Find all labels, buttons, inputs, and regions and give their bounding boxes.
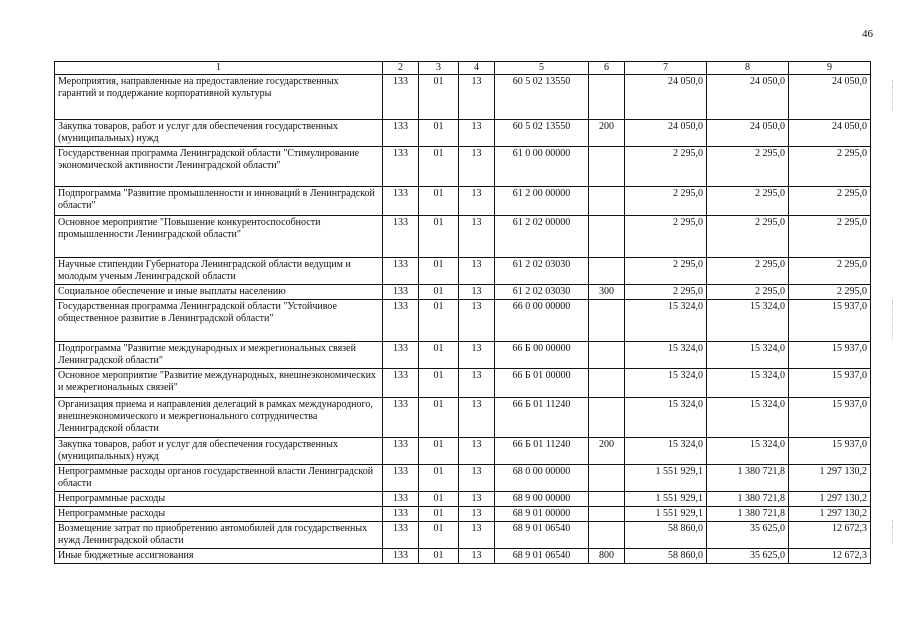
margin-mark — [892, 80, 894, 110]
cell-col-9: 24 050,0 — [789, 75, 871, 120]
cell-col-6 — [589, 369, 625, 398]
cell-col-7: 15 324,0 — [625, 300, 707, 342]
cell-col-2: 133 — [383, 75, 419, 120]
cell-col-9: 2 295,0 — [789, 258, 871, 285]
table-row — [55, 285, 871, 300]
table-row — [55, 300, 871, 342]
cell-col-4: 13 — [459, 187, 495, 216]
cell-col-2: 133 — [383, 342, 419, 369]
cell-col-4: 13 — [459, 492, 495, 507]
cell-col-5: 61 2 00 00000 — [495, 187, 589, 216]
column-header-5: 5 — [495, 62, 589, 75]
cell-col-8: 35 625,0 — [707, 549, 789, 564]
row-name-cell: Непрограммные расходы — [55, 507, 383, 522]
budget-table — [54, 61, 871, 564]
cell-col-5: 66 Б 01 11240 — [495, 398, 589, 438]
cell-col-7: 2 295,0 — [625, 187, 707, 216]
header-row — [55, 62, 871, 75]
cell-col-2: 133 — [383, 120, 419, 147]
cell-col-2: 133 — [383, 465, 419, 492]
cell-col-4: 13 — [459, 342, 495, 369]
cell-col-5: 60 5 02 13550 — [495, 120, 589, 147]
cell-col-3: 01 — [419, 187, 459, 216]
cell-col-5: 68 9 01 06540 — [495, 549, 589, 564]
cell-col-6 — [589, 492, 625, 507]
cell-col-8: 15 324,0 — [707, 342, 789, 369]
cell-col-7: 15 324,0 — [625, 369, 707, 398]
cell-col-4: 13 — [459, 216, 495, 258]
cell-col-5: 61 2 02 03030 — [495, 285, 589, 300]
cell-col-2: 133 — [383, 438, 419, 465]
table-row — [55, 369, 871, 398]
cell-col-7: 2 295,0 — [625, 258, 707, 285]
cell-col-3: 01 — [419, 120, 459, 147]
cell-col-2: 133 — [383, 522, 419, 549]
cell-col-4: 13 — [459, 120, 495, 147]
row-name-cell: Организация приема и направления делегаций в рамках международного, внешнеэкономического и межрегионального сотрудничества Ленинградской области — [55, 398, 383, 438]
row-name-cell: Государственная программа Ленинградской области "Устойчивое общественное развитие в Ленинградской области" — [55, 300, 383, 342]
cell-col-4: 13 — [459, 285, 495, 300]
column-header-4: 4 — [459, 62, 495, 75]
cell-col-3: 01 — [419, 369, 459, 398]
cell-col-6 — [589, 300, 625, 342]
row-name-cell: Подпрограмма "Развитие международных и межрегиональных связей Ленинградской области" — [55, 342, 383, 369]
cell-col-2: 133 — [383, 398, 419, 438]
column-header-7: 7 — [625, 62, 707, 75]
cell-col-9: 15 937,0 — [789, 438, 871, 465]
column-header-9: 9 — [789, 62, 871, 75]
table-row — [55, 507, 871, 522]
cell-col-9: 2 295,0 — [789, 285, 871, 300]
row-name-cell: Возмещение затрат по приобретению автомобилей для государственных нужд Ленинградской области — [55, 522, 383, 549]
cell-col-4: 13 — [459, 549, 495, 564]
cell-col-2: 133 — [383, 216, 419, 258]
cell-col-9: 2 295,0 — [789, 147, 871, 187]
cell-col-4: 13 — [459, 522, 495, 549]
cell-col-9: 12 672,3 — [789, 549, 871, 564]
cell-col-5: 66 Б 00 00000 — [495, 342, 589, 369]
cell-col-8: 15 324,0 — [707, 438, 789, 465]
cell-col-6 — [589, 75, 625, 120]
cell-col-7: 24 050,0 — [625, 120, 707, 147]
cell-col-6 — [589, 342, 625, 369]
cell-col-7: 1 551 929,1 — [625, 492, 707, 507]
table-row — [55, 398, 871, 438]
cell-col-2: 133 — [383, 300, 419, 342]
cell-col-8: 35 625,0 — [707, 522, 789, 549]
row-name-cell: Непрограммные расходы — [55, 492, 383, 507]
cell-col-8: 15 324,0 — [707, 369, 789, 398]
cell-col-5: 68 9 00 00000 — [495, 492, 589, 507]
cell-col-2: 133 — [383, 285, 419, 300]
table-row — [55, 342, 871, 369]
column-header-8: 8 — [707, 62, 789, 75]
table-row — [55, 549, 871, 564]
table-row — [55, 147, 871, 187]
cell-col-3: 01 — [419, 522, 459, 549]
cell-col-5: 60 5 02 13550 — [495, 75, 589, 120]
cell-col-6: 200 — [589, 438, 625, 465]
cell-col-3: 01 — [419, 147, 459, 187]
cell-col-3: 01 — [419, 216, 459, 258]
cell-col-6 — [589, 522, 625, 549]
cell-col-5: 66 Б 01 00000 — [495, 369, 589, 398]
cell-col-8: 1 380 721,8 — [707, 507, 789, 522]
table-row — [55, 120, 871, 147]
cell-col-3: 01 — [419, 507, 459, 522]
cell-col-2: 133 — [383, 187, 419, 216]
cell-col-5: 68 9 01 06540 — [495, 522, 589, 549]
cell-col-2: 133 — [383, 258, 419, 285]
cell-col-6 — [589, 187, 625, 216]
cell-col-4: 13 — [459, 75, 495, 120]
cell-col-6: 800 — [589, 549, 625, 564]
cell-col-4: 13 — [459, 369, 495, 398]
cell-col-8: 2 295,0 — [707, 258, 789, 285]
table-row — [55, 522, 871, 549]
row-name-cell: Непрограммные расходы органов государственной власти Ленинградской области — [55, 465, 383, 492]
table-row — [55, 258, 871, 285]
cell-col-3: 01 — [419, 75, 459, 120]
margin-mark — [892, 300, 894, 340]
cell-col-6 — [589, 398, 625, 438]
cell-col-3: 01 — [419, 285, 459, 300]
page-number: 46 — [862, 28, 873, 40]
row-name-cell: Подпрограмма "Развитие промышленности и инноваций в Ленинградской области" — [55, 187, 383, 216]
cell-col-7: 15 324,0 — [625, 342, 707, 369]
cell-col-5: 61 2 02 00000 — [495, 216, 589, 258]
cell-col-7: 2 295,0 — [625, 285, 707, 300]
table-row — [55, 75, 871, 120]
cell-col-7: 15 324,0 — [625, 438, 707, 465]
cell-col-9: 1 297 130,2 — [789, 492, 871, 507]
cell-col-5: 68 9 01 00000 — [495, 507, 589, 522]
cell-col-3: 01 — [419, 465, 459, 492]
cell-col-4: 13 — [459, 300, 495, 342]
cell-col-5: 66 Б 01 11240 — [495, 438, 589, 465]
row-name-cell: Закупка товаров, работ и услуг для обеспечения государственных (муниципальных) нужд — [55, 438, 383, 465]
column-header-6: 6 — [589, 62, 625, 75]
cell-col-3: 01 — [419, 438, 459, 465]
cell-col-7: 58 860,0 — [625, 549, 707, 564]
cell-col-6 — [589, 258, 625, 285]
cell-col-8: 2 295,0 — [707, 285, 789, 300]
table-row — [55, 492, 871, 507]
row-name-cell: Иные бюджетные ассигнования — [55, 549, 383, 564]
cell-col-8: 24 050,0 — [707, 120, 789, 147]
cell-col-5: 68 0 00 00000 — [495, 465, 589, 492]
cell-col-9: 12 672,3 — [789, 522, 871, 549]
row-name-cell: Основное мероприятие "Развитие международных, внешнеэкономических и межрегиональных связей" — [55, 369, 383, 398]
cell-col-3: 01 — [419, 258, 459, 285]
cell-col-2: 133 — [383, 492, 419, 507]
cell-col-8: 2 295,0 — [707, 216, 789, 258]
column-header-2: 2 — [383, 62, 419, 75]
cell-col-6 — [589, 507, 625, 522]
cell-col-6 — [589, 465, 625, 492]
row-name-cell: Научные стипендии Губернатора Ленинградской области ведущим и молодым ученым Ленинградской области — [55, 258, 383, 285]
cell-col-8: 15 324,0 — [707, 398, 789, 438]
cell-col-8: 1 380 721,8 — [707, 465, 789, 492]
cell-col-7: 58 860,0 — [625, 522, 707, 549]
cell-col-8: 2 295,0 — [707, 187, 789, 216]
row-name-cell: Мероприятия, направленные на предоставление государственных гарантий и поддержание корпоративной культуры — [55, 75, 383, 120]
column-header-1: 1 — [55, 62, 383, 75]
cell-col-7: 2 295,0 — [625, 216, 707, 258]
table-row — [55, 438, 871, 465]
cell-col-9: 15 937,0 — [789, 342, 871, 369]
cell-col-9: 15 937,0 — [789, 369, 871, 398]
cell-col-7: 2 295,0 — [625, 147, 707, 187]
row-name-cell: Основное мероприятие "Повышение конкурентоспособности промышленности Ленинградской области" — [55, 216, 383, 258]
cell-col-7: 15 324,0 — [625, 398, 707, 438]
cell-col-5: 61 2 02 03030 — [495, 258, 589, 285]
cell-col-3: 01 — [419, 342, 459, 369]
cell-col-5: 61 0 00 00000 — [495, 147, 589, 187]
cell-col-3: 01 — [419, 300, 459, 342]
cell-col-9: 1 297 130,2 — [789, 465, 871, 492]
cell-col-8: 24 050,0 — [707, 75, 789, 120]
cell-col-3: 01 — [419, 549, 459, 564]
cell-col-7: 1 551 929,1 — [625, 465, 707, 492]
cell-col-9: 2 295,0 — [789, 187, 871, 216]
margin-mark — [892, 520, 894, 544]
cell-col-4: 13 — [459, 258, 495, 285]
row-name-cell: Социальное обеспечение и иные выплаты населению — [55, 285, 383, 300]
table-row — [55, 216, 871, 258]
column-header-3: 3 — [419, 62, 459, 75]
cell-col-5: 66 0 00 00000 — [495, 300, 589, 342]
table-row — [55, 465, 871, 492]
cell-col-7: 24 050,0 — [625, 75, 707, 120]
cell-col-4: 13 — [459, 465, 495, 492]
cell-col-8: 15 324,0 — [707, 300, 789, 342]
cell-col-4: 13 — [459, 507, 495, 522]
cell-col-6 — [589, 216, 625, 258]
row-name-cell: Закупка товаров, работ и услуг для обеспечения государственных (муниципальных) нужд — [55, 120, 383, 147]
cell-col-2: 133 — [383, 507, 419, 522]
cell-col-8: 2 295,0 — [707, 147, 789, 187]
cell-col-9: 24 050,0 — [789, 120, 871, 147]
cell-col-2: 133 — [383, 369, 419, 398]
cell-col-9: 2 295,0 — [789, 216, 871, 258]
cell-col-6: 300 — [589, 285, 625, 300]
cell-col-9: 15 937,0 — [789, 300, 871, 342]
table-body — [55, 75, 871, 564]
cell-col-2: 133 — [383, 549, 419, 564]
cell-col-9: 1 297 130,2 — [789, 507, 871, 522]
cell-col-7: 1 551 929,1 — [625, 507, 707, 522]
row-name-cell: Государственная программа Ленинградской области "Стимулирование экономической активности Ленинградской области" — [55, 147, 383, 187]
cell-col-6 — [589, 147, 625, 187]
cell-col-4: 13 — [459, 147, 495, 187]
cell-col-8: 1 380 721,8 — [707, 492, 789, 507]
cell-col-9: 15 937,0 — [789, 398, 871, 438]
cell-col-6: 200 — [589, 120, 625, 147]
cell-col-3: 01 — [419, 492, 459, 507]
cell-col-2: 133 — [383, 147, 419, 187]
cell-col-4: 13 — [459, 438, 495, 465]
table-row — [55, 187, 871, 216]
cell-col-3: 01 — [419, 398, 459, 438]
cell-col-4: 13 — [459, 398, 495, 438]
